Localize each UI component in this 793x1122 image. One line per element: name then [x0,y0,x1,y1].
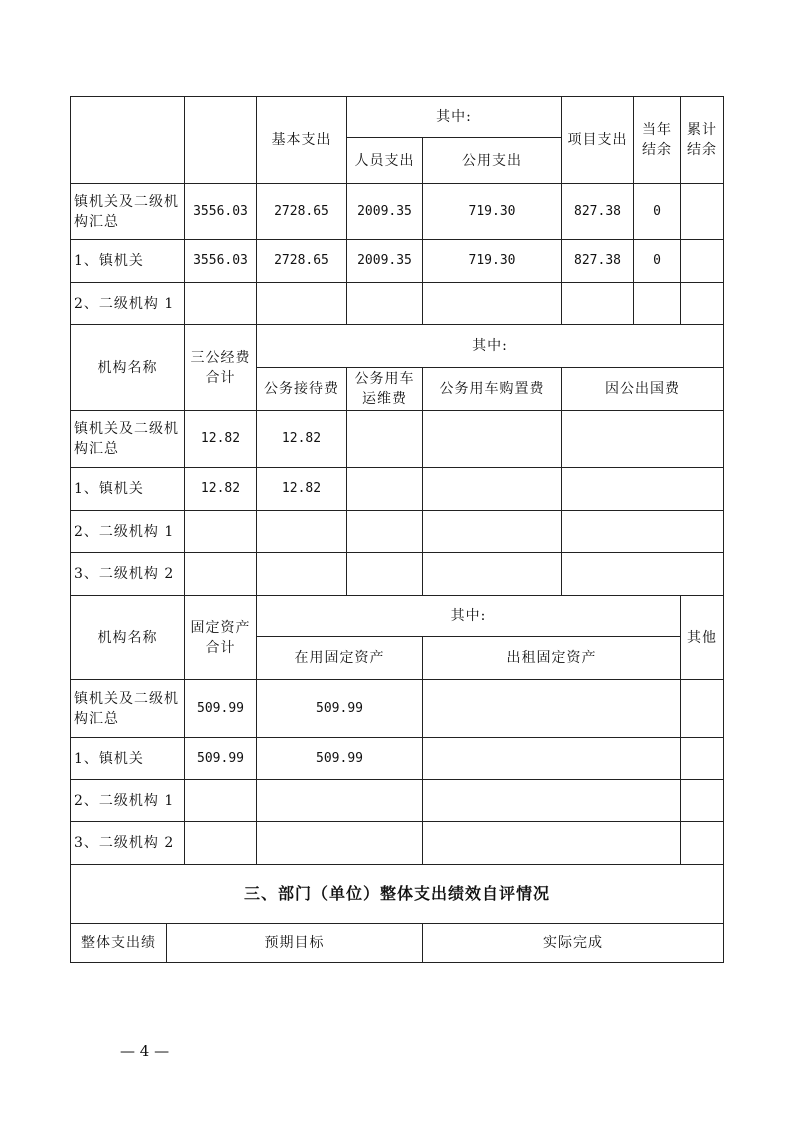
of-which-header: 其中: [257,325,724,368]
abroad-value [562,411,724,468]
page-number: — 4 — [120,1042,170,1060]
total-value [185,553,257,596]
table-row [71,468,724,511]
rented-value [423,680,681,738]
org-name: 3、二级机构 2 [71,822,185,865]
vehicle-purchase-header: 公务用车购置费 [423,368,562,411]
vehicle-purchase-value [423,511,562,553]
table-row [71,411,724,468]
overall-performance-header: 整体支出绩 [71,924,167,962]
org-name: 2、二级机构 1 [71,511,185,553]
basic-value: 2728.65 [257,240,347,283]
in-use-value: 509.99 [257,680,423,738]
blank-header-cell [71,97,185,184]
org-name: 2、二级机构 1 [71,780,185,822]
in-use-value [257,822,423,865]
basic-value: 2728.65 [257,184,347,240]
other-value [681,822,724,865]
total-value: 3556.03 [185,240,257,283]
reception-value [257,511,347,553]
total-value [185,511,257,553]
expenditure-header-row-1 [71,97,724,138]
vehicle-purchase-value [423,468,562,511]
reception-value: 12.82 [257,468,347,511]
budget-sheet [70,96,723,963]
table-row [71,511,724,553]
budget-table [70,96,724,924]
personnel-value: 2009.35 [347,184,423,240]
project-expenditure-header: 项目支出 [562,97,634,184]
table-row [71,680,724,738]
project-value: 827.38 [562,184,634,240]
abroad-header: 因公出国费 [562,368,724,411]
vehicle-purchase-value [423,553,562,596]
abroad-value [562,553,724,596]
actual-completion-header: 实际完成 [423,924,724,962]
personnel-value [347,283,423,325]
in-use-value [257,780,423,822]
cumulative-balance-header: 累计结余 [681,97,724,184]
of-which-header: 其中: [347,97,562,138]
three-public-total-header: 三公经费合计 [185,325,257,411]
personnel-expenditure-header: 人员支出 [347,138,423,184]
org-name: 镇机关及二级机构汇总 [71,411,185,468]
cumulative-balance-value [681,184,724,240]
other-value [681,780,724,822]
org-name-header: 机构名称 [71,596,185,680]
project-value [562,283,634,325]
total-value: 12.82 [185,468,257,511]
personnel-value: 2009.35 [347,240,423,283]
in-use-assets-header: 在用固定资产 [257,637,423,680]
year-balance-value: 0 [634,184,681,240]
table-row [71,240,724,283]
abroad-value [562,511,724,553]
basic-expenditure-header: 基本支出 [257,97,347,184]
table-row [71,283,724,325]
section-title: 三、部门（单位）整体支出绩效自评情况 [71,865,724,924]
vehicle-maintenance-value [347,468,423,511]
other-header: 其他 [681,596,724,680]
rented-value [423,780,681,822]
fixed-assets-header-row-1 [71,596,724,637]
table-row [71,553,724,596]
public-value: 719.30 [423,240,562,283]
total-value: 509.99 [185,738,257,780]
org-name: 2、二级机构 1 [71,283,185,325]
org-name: 镇机关及二级机构汇总 [71,680,185,738]
blank-header-cell [185,97,257,184]
vehicle-purchase-value [423,411,562,468]
total-value [185,822,257,865]
table-row [71,738,724,780]
org-name: 3、二级机构 2 [71,553,185,596]
total-value [185,780,257,822]
performance-table [70,924,724,963]
project-value: 827.38 [562,240,634,283]
reception-value: 12.82 [257,411,347,468]
vehicle-maintenance-value [347,511,423,553]
table-row [71,822,724,865]
total-value [185,283,257,325]
year-balance-header: 当年结余 [634,97,681,184]
total-value: 509.99 [185,680,257,738]
rented-value [423,822,681,865]
vehicle-maintenance-value [347,553,423,596]
org-name: 镇机关及二级机构汇总 [71,184,185,240]
public-value: 719.30 [423,184,562,240]
vehicle-maintenance-header: 公务用车运维费 [347,368,423,411]
public-expenditure-header: 公用支出 [423,138,562,184]
fixed-assets-total-header: 固定资产合计 [185,596,257,680]
cumulative-balance-value [681,240,724,283]
other-value [681,738,724,780]
org-name-header: 机构名称 [71,325,185,411]
reception-header: 公务接待费 [257,368,347,411]
cumulative-balance-value [681,283,724,325]
table-row [71,780,724,822]
performance-header-row [71,924,724,962]
total-value: 3556.03 [185,184,257,240]
section-title-row [71,865,724,924]
abroad-value [562,468,724,511]
org-name: 1、镇机关 [71,468,185,511]
in-use-value: 509.99 [257,738,423,780]
other-value [681,680,724,738]
rented-value [423,738,681,780]
vehicle-maintenance-value [347,411,423,468]
basic-value [257,283,347,325]
year-balance-value [634,283,681,325]
public-value [423,283,562,325]
org-name: 1、镇机关 [71,738,185,780]
year-balance-value: 0 [634,240,681,283]
expected-target-header: 预期目标 [167,924,423,962]
org-name: 1、镇机关 [71,240,185,283]
three-public-header-row-1 [71,325,724,368]
rented-assets-header: 出租固定资产 [423,637,681,680]
of-which-header: 其中: [257,596,681,637]
table-row [71,184,724,240]
total-value: 12.82 [185,411,257,468]
reception-value [257,553,347,596]
